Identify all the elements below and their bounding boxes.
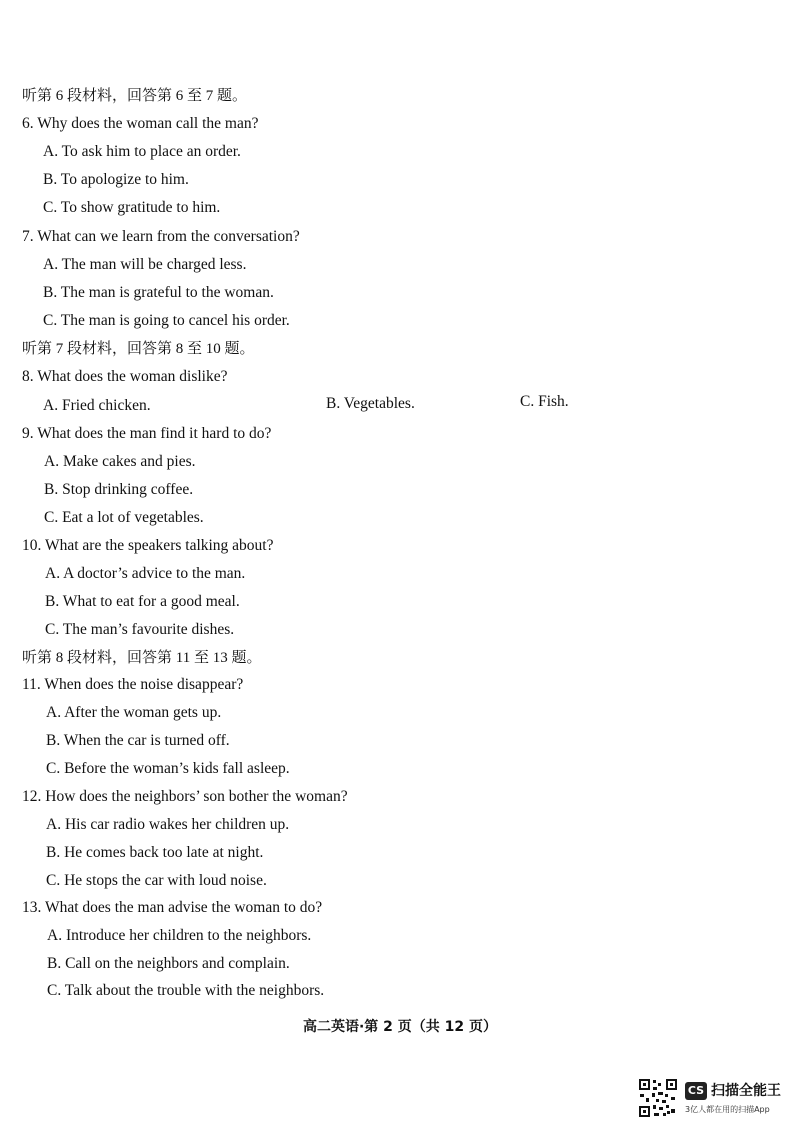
answer-option: C. He stops the car with loud noise. — [46, 872, 267, 889]
qr-code-icon — [638, 1078, 678, 1118]
answer-option: A. A doctor’s advice to the man. — [45, 565, 246, 582]
answer-option: B. What to eat for a good meal. — [45, 593, 240, 610]
answer-option: B. He comes back too late at night. — [46, 844, 264, 861]
question-stem: 9. What does the man find it hard to do? — [22, 425, 272, 442]
answer-option: C. Eat a lot of vegetables. — [44, 509, 204, 526]
answer-option: C. Talk about the trouble with the neighbors. — [47, 982, 325, 999]
answer-option: B. Vegetables. — [326, 395, 415, 412]
answer-option: A. To ask him to place an order. — [43, 143, 241, 160]
answer-option: B. When the car is turned off. — [46, 732, 230, 749]
answer-option: A. His car radio wakes her children up. — [46, 816, 290, 833]
watermark-brand: 扫描全能王 — [711, 1083, 781, 1099]
question-stem: 12. How does the neighbors’ son bother the woman? — [22, 788, 348, 805]
question-stem: 8. What does the woman dislike? — [22, 368, 228, 385]
question-stem: 10. What are the speakers talking about? — [22, 537, 274, 554]
page-footer: 高二英语·第 2 页（共 12 页） — [302, 1019, 498, 1035]
answer-option: C. Fish. — [520, 393, 569, 410]
question-stem: 7. What can we learn from the conversation? — [22, 228, 300, 245]
answer-option: A. Fried chicken. — [43, 397, 151, 414]
answer-option: A. After the woman gets up. — [46, 704, 222, 721]
section-heading: 听第 7 段材料，回答第 8 至 10 题。 — [22, 341, 255, 357]
answer-option: C. The man is going to cancel his order. — [43, 312, 290, 329]
answer-option: A. The man will be charged less. — [43, 256, 247, 273]
answer-option: B. The man is grateful to the woman. — [43, 284, 274, 301]
camscanner-logo: CS — [685, 1082, 707, 1100]
watermark-tagline: 3亿人都在用的扫描App — [685, 1105, 770, 1114]
section-heading: 听第 6 段材料，回答第 6 至 7 题。 — [22, 88, 248, 104]
question-stem: 11. When does the noise disappear? — [22, 676, 244, 693]
answer-option: B. Call on the neighbors and complain. — [47, 955, 290, 972]
question-stem: 6. Why does the woman call the man? — [22, 115, 259, 132]
answer-option: C. The man’s favourite dishes. — [45, 621, 235, 638]
answer-option: A. Introduce her children to the neighbors. — [47, 927, 312, 944]
answer-option: B. To apologize to him. — [43, 171, 189, 188]
scanner-watermark — [638, 1078, 788, 1120]
answer-option: C. To show gratitude to him. — [43, 199, 221, 216]
section-heading: 听第 8 段材料，回答第 11 至 13 题。 — [22, 650, 262, 666]
question-stem: 13. What does the man advise the woman to do? — [22, 899, 323, 916]
answer-option: C. Before the woman’s kids fall asleep. — [46, 760, 290, 777]
answer-option: B. Stop drinking coffee. — [44, 481, 194, 498]
answer-option: A. Make cakes and pies. — [44, 453, 196, 470]
